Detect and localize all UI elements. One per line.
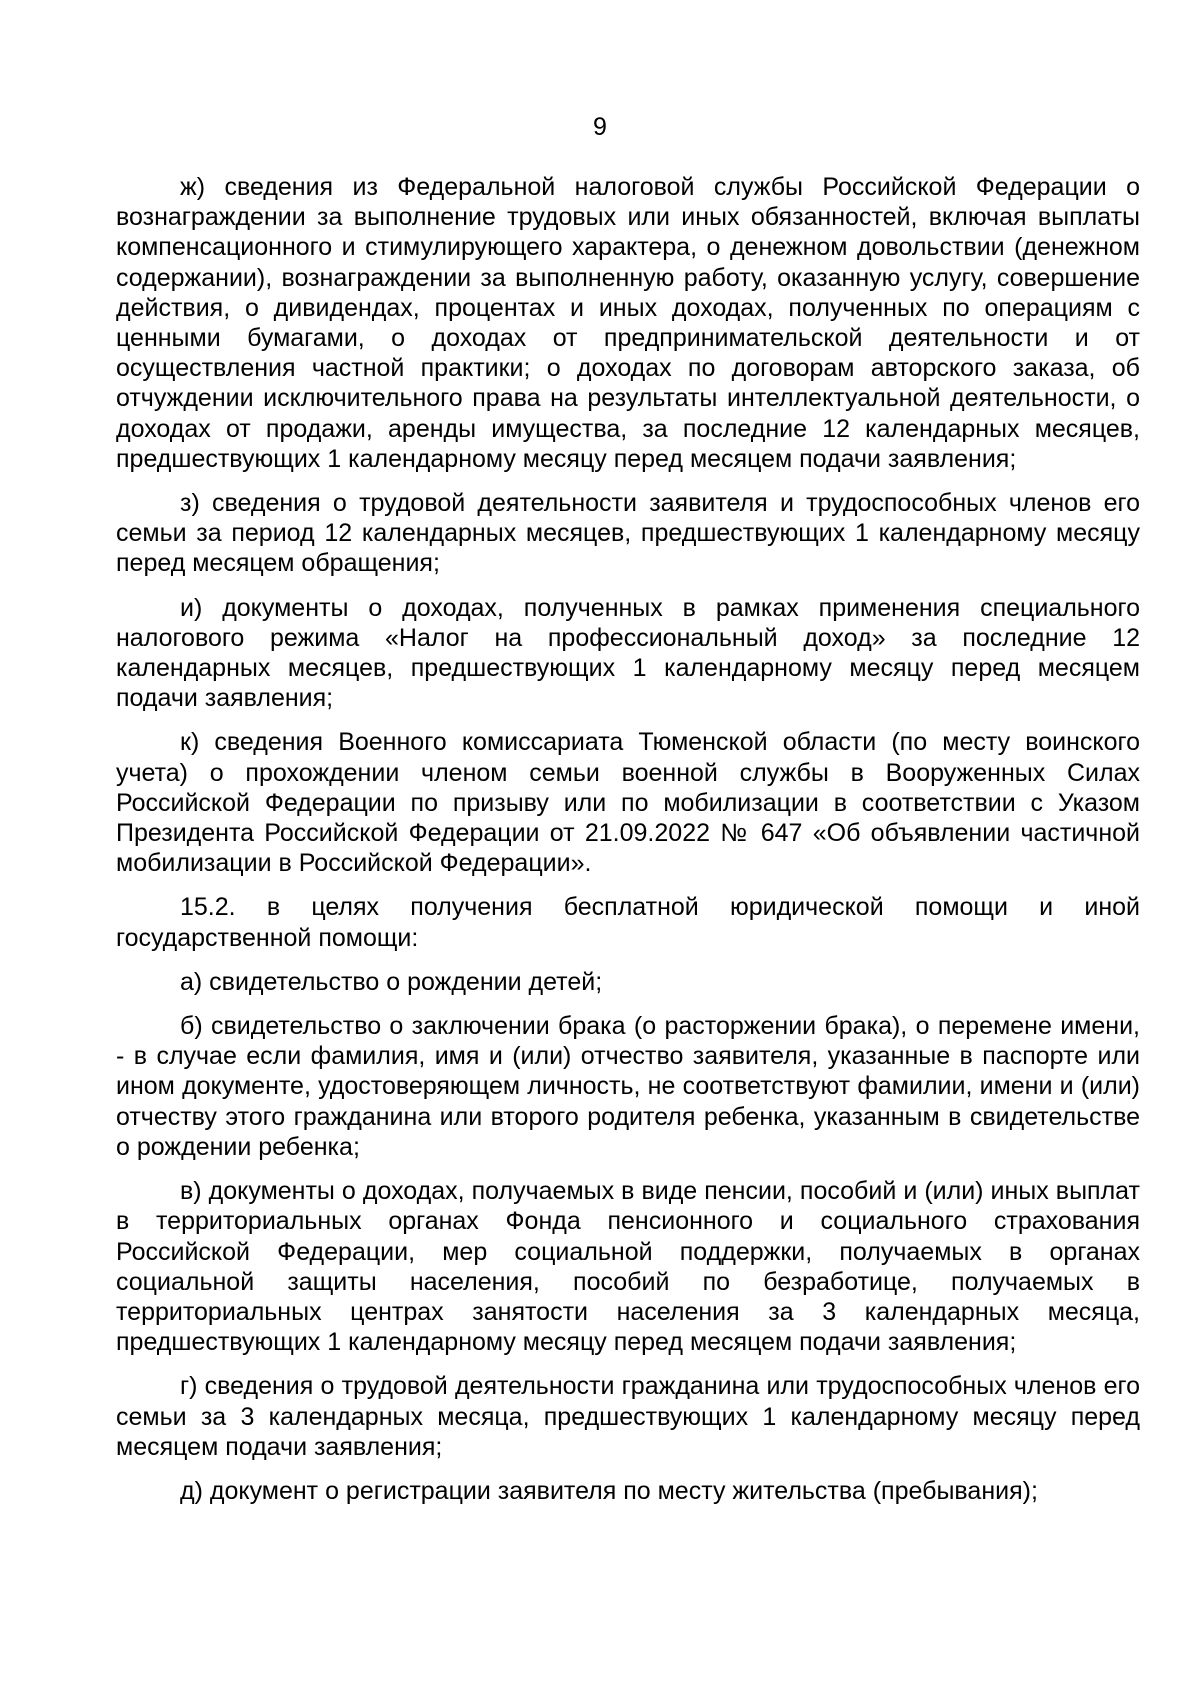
paragraph-d: д) документ о регистрации заявителя по месту жительства (пребывания);	[180, 1476, 1038, 1505]
paragraph-v: в) документы о доходах, получаемых в виде пенсии, пособий и (или) иных выплат в территориальных органах Фонда пенсионного и социального страхования Российской Федерации, мер социальной поддержки, получаемых в органах социальной защиты населения, пособий по безработице, получаемых в территориальных центрах занятости населения за 3 календарных месяца, предшествующих 1 календарному месяцу перед месяцем подачи заявления;	[116, 1177, 1140, 1357]
paragraph-zh: ж) сведения из Федеральной налоговой службы Российской Федерации о вознаграждении за выполнение трудовых или иных обязанностей, включая выплаты компенсационного и стимулирующего характера, о денежном довольствии (денежном содержании), вознаграждении за выполненную работу, оказанную услугу, совершение действия, о дивидендах, процентах и иных доходах, полученных по операциям с ценными бумагами, о доходах от предпринимательской деятельности и от осуществления частной практики; о доходах по договорам авторского заказа, об отчуждении исключительного права на результаты интеллектуальной деятельности, о доходах от продажи, аренды имущества, за последние 12 календарных месяцев, предшествующих 1 календарному месяцу перед месяцем подачи заявления;	[116, 173, 1140, 473]
page-number: 9	[593, 113, 607, 141]
paragraph-a: а) свидетельство о рождении детей;	[180, 967, 603, 996]
paragraph-z: з) сведения о трудовой деятельности заявителя и трудоспособных членов его семьи за период 12 календарных месяцев, предшествующих 1 календарному месяцу перед месяцем обращения;	[116, 489, 1140, 578]
paragraph-k: к) сведения Военного комиссариата Тюменской области (по месту воинского учета) о прохождении членом семьи военной службы в Вооруженных Силах Российской Федерации по призыву или по мобилизации в соответствии с Указом Президента Российской Федерации от 21.09.2022 № 647 «Об объявлении частичной мобилизации в Российской Федерации».	[116, 728, 1140, 878]
document-body	[116, 172, 1140, 1520]
paragraph-g: г) сведения о трудовой деятельности гражданина или трудоспособных членов его семьи за 3 календарных месяца, предшествующих 1 календарному месяцу перед месяцем подачи заявления;	[116, 1372, 1140, 1461]
paragraph-i: и) документы о доходах, полученных в рамках применения специального налогового режима «Налог на профессиональный доход» за последние 12 календарных месяцев, предшествующих 1 календарному месяцу перед месяцем подачи заявления;	[116, 593, 1140, 713]
paragraph-15-2: 15.2. в целях получения бесплатной юридической помощи и иной государственной помощи:	[116, 893, 1140, 952]
paragraph-b: б) свидетельство о заключении брака (о расторжении брака), о перемене имени, - в случае если фамилия, имя и (или) отчество заявителя, указанные в паспорте или ином документе, удостоверяющем личность, не соответствуют фамилии, имени и (или) отчеству этого гражданина или второго родителя ребенка, указанным в свидетельстве о рождении ребенка;	[116, 1012, 1140, 1161]
